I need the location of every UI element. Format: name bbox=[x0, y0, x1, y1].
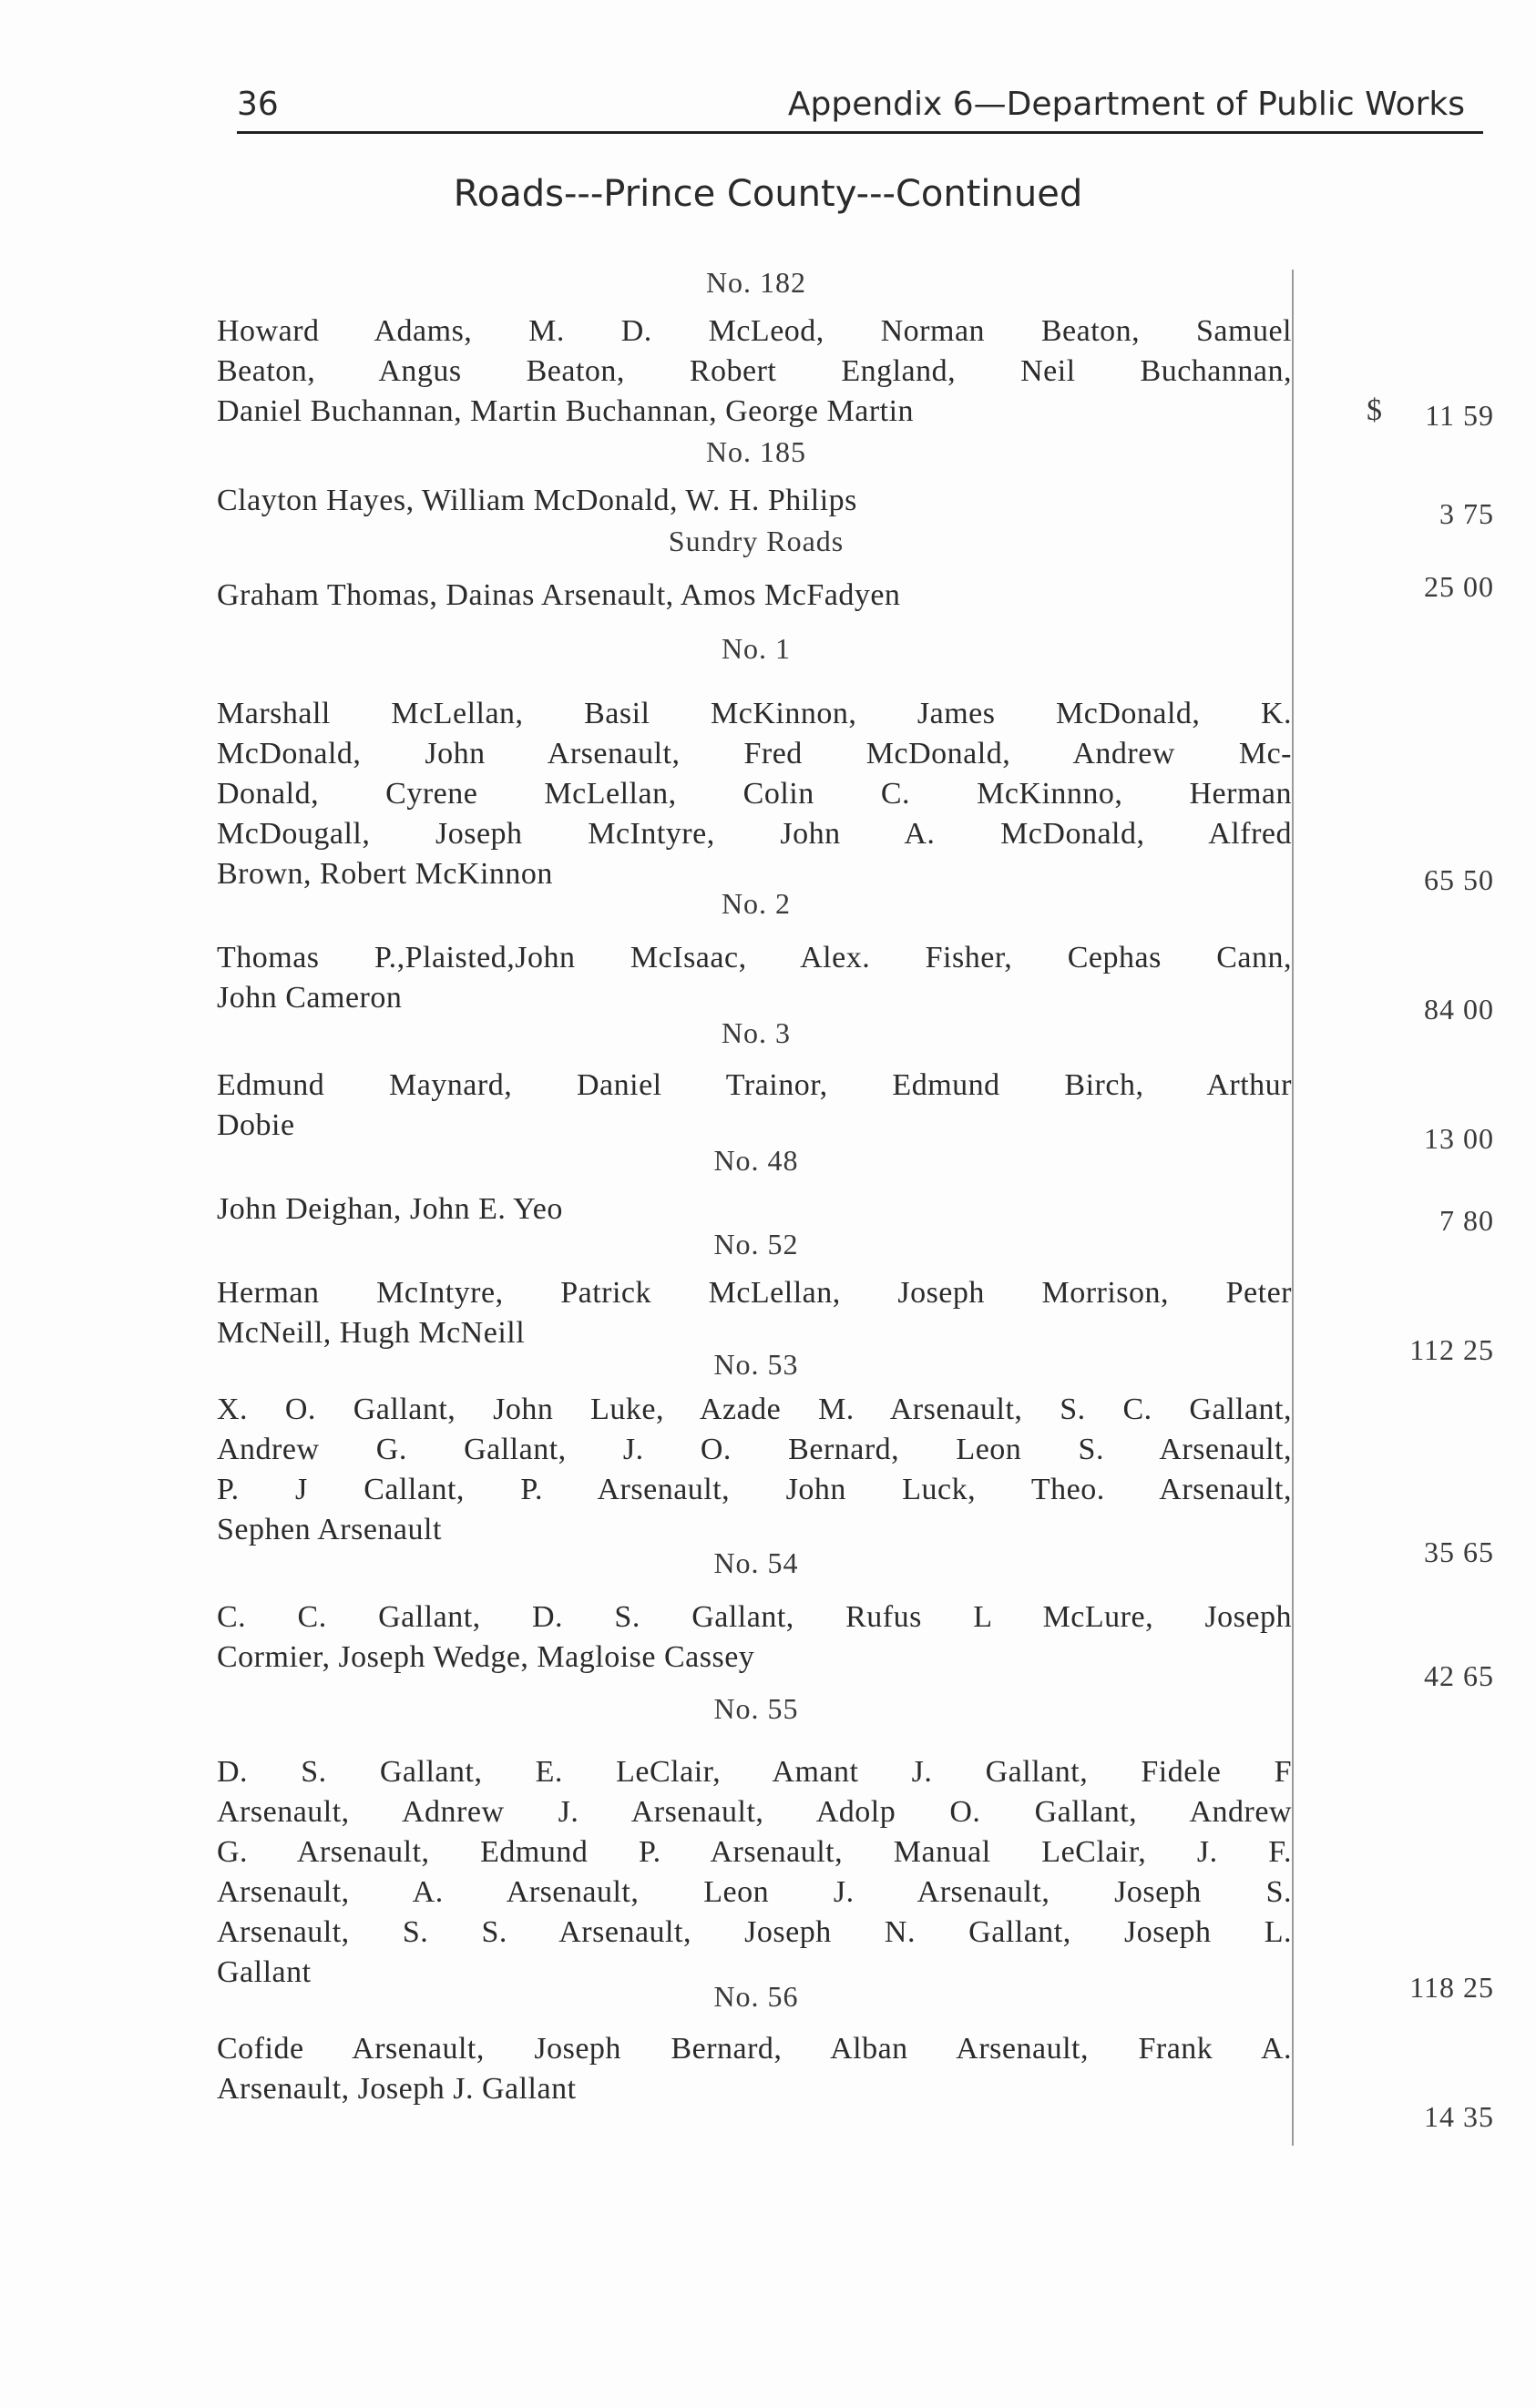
section-names-no-1 bbox=[217, 694, 1292, 894]
name-line: Howard Adams, M. D. McLeod, Norman Beaton, Samuel bbox=[217, 314, 1292, 348]
name-line: P. J Callant, P. Arsenault, John Luck, Theo. Arsenault, bbox=[217, 1473, 1292, 1506]
amount-no-52: 112 25 bbox=[1409, 1333, 1494, 1366]
page-number: 36 bbox=[237, 86, 279, 123]
name-line: Thomas P.,Plaisted,John McIsaac, Alex. Fisher, Cephas Cann, bbox=[217, 941, 1292, 974]
name-line: Gallant bbox=[217, 1955, 312, 1989]
section-names-no-185 bbox=[217, 481, 1292, 521]
name-line: McNeill, Hugh McNeill bbox=[217, 1316, 526, 1350]
amount-no-54: 42 65 bbox=[1424, 1659, 1494, 1692]
section-heading-no-56: No. 56 bbox=[713, 1980, 799, 2013]
section-heading-no-2: No. 2 bbox=[721, 887, 792, 920]
name-line: Andrew G. Gallant, J. O. Bernard, Leon S. Arsenault, bbox=[217, 1433, 1292, 1466]
amount-no-185: 3 75 bbox=[1439, 497, 1494, 530]
section-heading-no-182: No. 182 bbox=[705, 266, 807, 299]
section-names-no-182 bbox=[217, 311, 1292, 432]
name-line: Arsenault, A. Arsenault, Leon J. Arsenault, Joseph S. bbox=[217, 1875, 1292, 1909]
name-line: C. C. Gallant, D. S. Gallant, Rufus L McLure, Joseph bbox=[217, 1600, 1292, 1634]
section-names-no-55 bbox=[217, 1752, 1292, 1993]
section-names-no-2 bbox=[217, 938, 1292, 1018]
name-line: Herman McIntyre, Patrick McLellan, Joseph Morrison, Peter bbox=[217, 1276, 1292, 1310]
name-line: Daniel Buchannan, Martin Buchannan, George Martin bbox=[217, 394, 915, 428]
name-line: John Deighan, John E. Yeo bbox=[217, 1192, 563, 1226]
section-heading-no-55: No. 55 bbox=[713, 1692, 799, 1725]
amount-no-3: 13 00 bbox=[1424, 1122, 1494, 1155]
section-heading-no-3: No. 3 bbox=[721, 1016, 792, 1049]
amount-no-48: 7 80 bbox=[1439, 1204, 1494, 1237]
name-line: G. Arsenault, Edmund P. Arsenault, Manual LeClair, J. F. bbox=[217, 1835, 1292, 1869]
name-line: Donald, Cyrene McLellan, Colin C. McKinnno, Herman bbox=[217, 777, 1292, 811]
amount-no-55: 118 25 bbox=[1409, 1971, 1494, 2004]
section-names-no-48 bbox=[217, 1189, 1292, 1230]
name-line: Graham Thomas, Dainas Arsenault, Amos McFadyen bbox=[217, 578, 901, 612]
name-line: D. S. Gallant, E. LeClair, Amant J. Gallant, Fidele F bbox=[217, 1755, 1292, 1789]
currency-symbol: $ bbox=[1367, 393, 1382, 427]
name-line: Edmund Maynard, Daniel Trainor, Edmund Birch, Arthur bbox=[217, 1068, 1292, 1102]
section-heading-no-48: No. 48 bbox=[713, 1144, 799, 1177]
amount-no-56: 14 35 bbox=[1424, 2100, 1494, 2133]
running-head: Appendix 6—Department of Public Works bbox=[787, 86, 1465, 123]
name-line: Arsenault, Joseph J. Gallant bbox=[217, 2072, 577, 2106]
section-names-no-3 bbox=[217, 1066, 1292, 1146]
name-line: Beaton, Angus Beaton, Robert England, Neil Buchannan, bbox=[217, 354, 1292, 388]
name-line: McDonald, John Arsenault, Fred McDonald, Andrew Mc- bbox=[217, 737, 1292, 770]
section-heading-no-1: No. 1 bbox=[721, 632, 792, 665]
name-line: Arsenault, S. S. Arsenault, Joseph N. Gallant, Joseph L. bbox=[217, 1915, 1292, 1949]
name-line: Dobie bbox=[217, 1108, 295, 1142]
page-header bbox=[237, 80, 1483, 134]
name-line: X. O. Gallant, John Luke, Azade M. Arsenault, S. C. Gallant, bbox=[217, 1393, 1292, 1426]
name-line: Sephen Arsenault bbox=[217, 1513, 442, 1546]
section-heading-no-52: No. 52 bbox=[713, 1228, 799, 1260]
section-heading-no-185: No. 185 bbox=[705, 435, 807, 468]
name-line: Brown, Robert McKinnon bbox=[217, 857, 553, 891]
name-line: Cofide Arsenault, Joseph Bernard, Alban Arsenault, Frank A. bbox=[217, 2032, 1292, 2066]
section-names-sundry-roads bbox=[217, 576, 1292, 616]
section-names-no-54 bbox=[217, 1597, 1292, 1678]
section-names-no-52 bbox=[217, 1273, 1292, 1353]
name-line: McDougall, Joseph McIntyre, John A. McDonald, Alfred bbox=[217, 817, 1292, 851]
section-names-no-53 bbox=[217, 1390, 1292, 1550]
section-heading-sundry-roads: Sundry Roads bbox=[668, 525, 845, 557]
amount-no-53: 35 65 bbox=[1424, 1536, 1494, 1568]
name-line: Arsenault, Adnrew J. Arsenault, Adolp O. Gallant, Andrew bbox=[217, 1795, 1292, 1829]
name-line: John Cameron bbox=[217, 981, 403, 1015]
page-title: Roads---Prince County---Continued bbox=[453, 173, 1083, 215]
section-heading-no-53: No. 53 bbox=[713, 1348, 799, 1381]
amount-sundry-roads: 25 00 bbox=[1424, 570, 1494, 603]
name-line: Clayton Hayes, William McDonald, W. H. Philips bbox=[217, 484, 857, 517]
section-heading-no-54: No. 54 bbox=[713, 1546, 799, 1579]
name-line: Marshall McLellan, Basil McKinnon, James McDonald, K. bbox=[217, 697, 1292, 730]
amount-no-2: 84 00 bbox=[1424, 993, 1494, 1025]
amount-no-1: 65 50 bbox=[1424, 863, 1494, 896]
section-names-no-56 bbox=[217, 2029, 1292, 2109]
amount-no-182: 11 59 bbox=[1425, 399, 1494, 432]
name-line: Cormier, Joseph Wedge, Magloise Cassey bbox=[217, 1640, 755, 1674]
